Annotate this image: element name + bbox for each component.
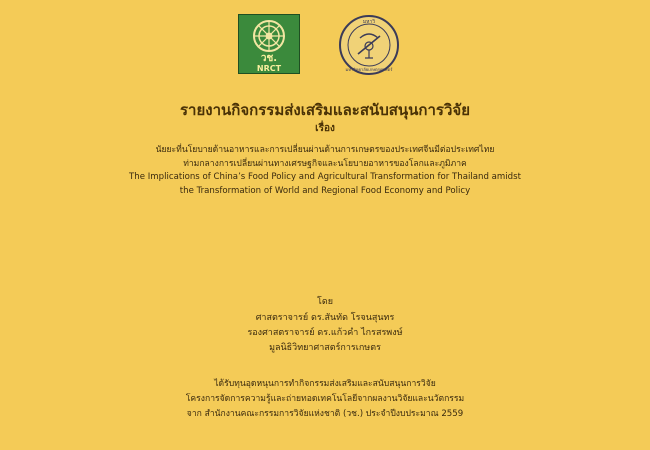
subject-label: เรื่อง bbox=[315, 123, 335, 134]
seal-top-text: มหาวิ bbox=[362, 19, 376, 25]
author-2: รองศาสตราจารย์ ดร.แก้วคำ ไกรสรพงษ์ bbox=[247, 328, 403, 338]
university-seal bbox=[338, 14, 400, 76]
seal-emblem-icon bbox=[338, 14, 400, 76]
topic-english-line-2: the Transformation of World and Regional Food Economy and Policy bbox=[179, 186, 471, 196]
topic-english-line-1: The Implications of China’s Food Policy and Agricultural Transformation for Thailand amidst bbox=[129, 172, 521, 182]
nrct-logo bbox=[238, 14, 300, 74]
by-label: โดย bbox=[317, 297, 333, 307]
nrct-emblem-icon bbox=[239, 15, 299, 73]
topic-thai-line-1: นัยยะที่นโยบายด้านอาหารและการเปลี่ยนผ่านด้านการเกษตรของประเทศจีนมีต่อประเทศไทย bbox=[155, 145, 495, 155]
funding-line-1: ได้รับทุนอุดหนุนการทำกิจกรรมส่งเสริมและสนับสนุนการวิจัย bbox=[214, 379, 436, 389]
nrct-thai-abbrev: วช. bbox=[260, 53, 278, 64]
author-1: ศาสตราจารย์ ดร.สันทัด โรจนสุนทร bbox=[255, 313, 395, 323]
topic-thai-line-2: ท่ามกลางการเปลี่ยนผ่านทางเศรษฐกิจและนโยบายอาหารของโลกและภูมิภาค bbox=[183, 159, 467, 169]
nrct-english-abbrev: NRCT bbox=[256, 64, 282, 73]
organization: มูลนิธิวิทยาศาสตร์การเกษตร bbox=[269, 343, 381, 353]
funding-line-3: จาก สำนักงานคณะกรรมการวิจัยแห่งชาติ (วช.) ประจำปีงบประมาณ 2559 bbox=[186, 409, 464, 419]
report-title: รายงานกิจกรรมส่งเสริมและสนับสนุนการวิจัย bbox=[179, 101, 470, 119]
funding-line-2: โครงการจัดการความรู้และถ่ายทอดเทคโนโลยีจากผลงานวิจัยและนวัตกรรม bbox=[185, 394, 465, 404]
seal-bottom-text: มหาวิทยาลัยเกษตรศาสตร์ bbox=[345, 67, 393, 72]
